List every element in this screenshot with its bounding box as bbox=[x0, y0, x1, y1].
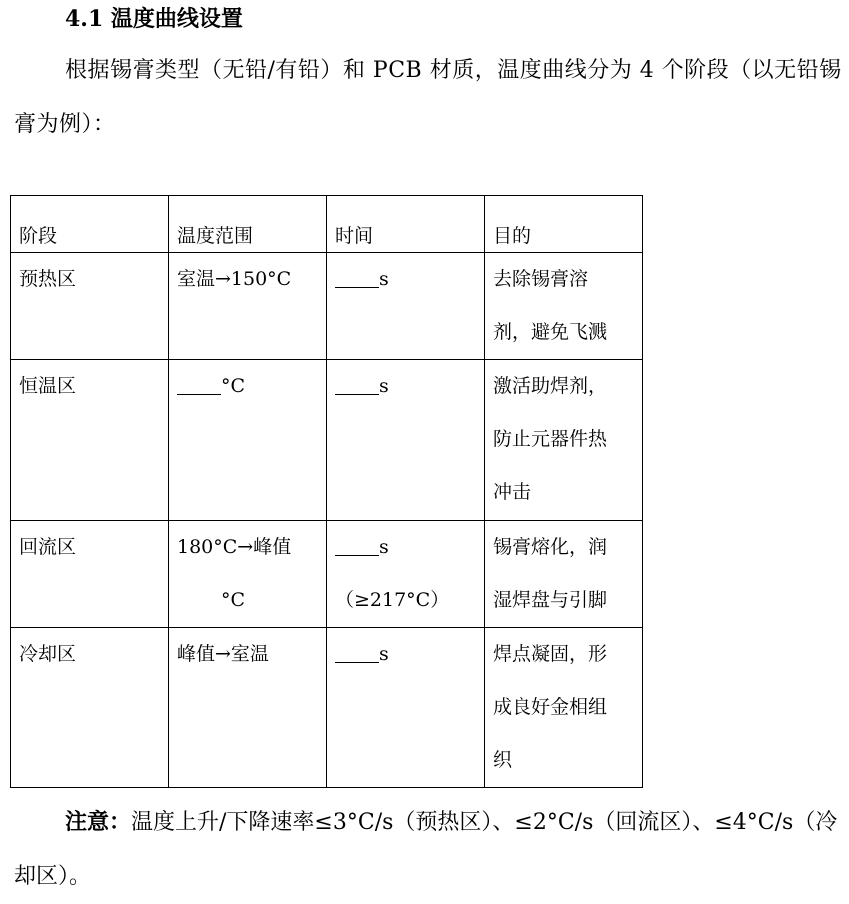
purpose-cell bbox=[485, 628, 643, 788]
temp-cell: 峰值→室温 bbox=[169, 628, 327, 788]
time-unit: s bbox=[379, 268, 389, 290]
time-cell bbox=[327, 253, 485, 360]
time-cell bbox=[327, 521, 485, 628]
stage-cell: 回流区 bbox=[11, 521, 169, 628]
purpose-line: 锡膏熔化，润 bbox=[493, 536, 608, 558]
header-stage: 阶段 bbox=[11, 196, 169, 253]
fill-blank bbox=[177, 375, 221, 395]
time-unit: s bbox=[379, 643, 389, 665]
purpose-line: 剂，避免飞溅 bbox=[493, 321, 608, 343]
purpose-line: 激活助焊剂， bbox=[493, 375, 608, 397]
note-paragraph bbox=[14, 795, 844, 904]
purpose-line: 焊点凝固，形 bbox=[493, 643, 608, 665]
purpose-line: 织 bbox=[493, 749, 513, 771]
time-unit: s bbox=[379, 375, 389, 397]
header-temp-range: 温度范围 bbox=[169, 196, 327, 253]
temp-cell bbox=[169, 360, 327, 521]
fill-blank bbox=[335, 643, 379, 663]
intro-paragraph: 根据锡膏类型（无铅/有铅）和 PCB 材质，温度曲线分为 4 个阶段（以无铅锡膏为例）： bbox=[14, 58, 842, 137]
stage-cell: 预热区 bbox=[11, 253, 169, 360]
note-text: 温度上升/下降速率≤3°C/s（预热区）、≤2°C/s（回流区）、≤4°C/s（冷却区）。 bbox=[14, 810, 838, 889]
time-condition: （≥217°C） bbox=[335, 589, 450, 611]
purpose-line: 湿焊盘与引脚 bbox=[493, 589, 608, 611]
purpose-line: 防止元器件热 bbox=[493, 428, 608, 450]
purpose-line: 去除锡膏溶 bbox=[493, 268, 589, 290]
purpose-cell bbox=[485, 521, 643, 628]
table-row bbox=[11, 628, 643, 788]
time-cell bbox=[327, 628, 485, 788]
purpose-line: 冲击 bbox=[493, 481, 532, 503]
temp-line: °C bbox=[221, 589, 246, 611]
section-heading: 4.1 温度曲线设置 bbox=[65, 6, 243, 32]
temp-line: 180°C→峰值 bbox=[177, 536, 292, 558]
temp-cell bbox=[169, 521, 327, 628]
table-row bbox=[11, 360, 643, 521]
fill-blank bbox=[335, 536, 379, 556]
note-label: 注意： bbox=[65, 809, 132, 835]
temperature-profile-table bbox=[10, 195, 643, 788]
purpose-cell bbox=[485, 253, 643, 360]
table-row bbox=[11, 521, 643, 628]
temp-cell: 室温→150°C bbox=[169, 253, 327, 360]
table-row bbox=[11, 253, 643, 360]
fill-blank bbox=[335, 268, 379, 288]
fill-blank bbox=[335, 375, 379, 395]
purpose-line: 成良好金相组 bbox=[493, 696, 608, 718]
stage-cell: 恒温区 bbox=[11, 360, 169, 521]
stage-cell: 冷却区 bbox=[11, 628, 169, 788]
time-cell bbox=[327, 360, 485, 521]
temp-unit: °C bbox=[221, 375, 246, 397]
header-time: 时间 bbox=[327, 196, 485, 253]
header-purpose: 目的 bbox=[485, 196, 643, 253]
table-header-row bbox=[11, 196, 643, 253]
time-unit: s bbox=[379, 536, 389, 558]
purpose-cell bbox=[485, 360, 643, 521]
